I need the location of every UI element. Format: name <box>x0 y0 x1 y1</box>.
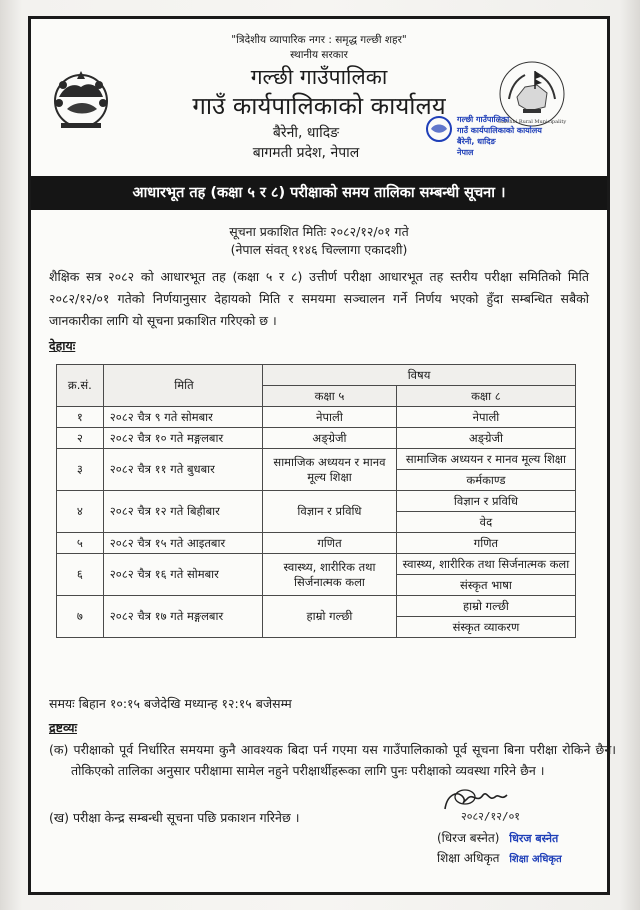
cell-serial: ५ <box>57 533 104 554</box>
right-logo-text: Galchhi Rural Municipality <box>497 119 567 125</box>
cell-grade8-subject: हाम्रो गल्छी <box>396 596 575 617</box>
cell-grade5-subject: सामाजिक अध्ययन र मानव मूल्य शिक्षा <box>263 449 397 491</box>
cell-date: २०८२ चैत्र १० गते मङ्गलबार <box>103 428 262 449</box>
slogan: "त्रिदेशीय व्यापारिक नगर : समृद्ध गल्छी शहर" <box>231 34 407 46</box>
signatory-name-text: (धिरज बस्नेत) <box>437 831 500 845</box>
table-row <box>57 554 576 575</box>
cell-date: २०८२ चैत्र ११ गते बुधबार <box>103 449 262 491</box>
stamp-line-1: गल्छी गाउँपालिका <box>457 115 510 124</box>
stamp-emblem-icon <box>425 115 453 143</box>
cell-date: २०८२ चैत्र १७ गते मङ्गलबार <box>103 596 262 638</box>
nepal-samvat-date: (नेपाल संवत् ११४६ चिल्लागा एकादशी) <box>230 242 408 257</box>
cell-grade5-subject: स्वास्थ्य, शारीरिक तथा सिर्जनात्मक कला <box>263 554 397 596</box>
table-row <box>57 596 576 617</box>
note-b: (ख) परीक्षा केन्द्र सम्बन्धी सूचना पछि प्रकाशन गरिनेछ । <box>49 810 300 825</box>
exam-schedule-table <box>56 364 576 638</box>
nepal-emblem-logo-icon <box>45 63 117 135</box>
stamp-line-2: गाउँ कार्यपालिकाको कार्यालय <box>457 126 542 135</box>
cell-date: २०८२ चैत्र १५ गते आइतबार <box>103 533 262 554</box>
signature-block <box>431 787 601 887</box>
cell-grade8-subject: सामाजिक अध्ययन र मानव मूल्य शिक्षा <box>396 449 575 470</box>
header-date: मिति <box>103 365 262 407</box>
cell-grade5-subject: हाम्रो गल्छी <box>263 596 397 638</box>
table-row <box>57 533 576 554</box>
cell-grade8-subject: गणित <box>396 533 575 554</box>
cell-grade8-subject: नेपाली <box>396 407 575 428</box>
header-grade8: कक्षा ८ <box>396 386 575 407</box>
table-row <box>57 491 576 512</box>
name-stamp: धिरज बस्नेत <box>509 832 559 845</box>
notice-title-bar: आधारभूत तह (कक्षा ५ र ८) परीक्षाको समय तालिका सम्बन्धी सूचना । <box>31 176 607 210</box>
address-line-2: बागमती प्रदेश, नेपाल <box>252 145 360 161</box>
header-subject: विषय <box>263 365 576 386</box>
title-stamp: शिक्षा अधिकृत <box>509 854 562 865</box>
cell-serial: ३ <box>57 449 104 491</box>
cell-serial: ७ <box>57 596 104 638</box>
signatory-title <box>437 849 562 866</box>
cell-date: २०८२ चैत्र १६ गते सोमबार <box>103 554 262 596</box>
intro-paragraph: शैक्षिक सत्र २०८२ को आधारभूत तह (कक्षा ५ र ८) उत्तीर्ण परीक्षा आधारभूत तह स्तरीय परीक्षा समितिको मिति २०८२/१२/०१ गतेको निर्णयानुसार देहायको मिति र समयमा सञ्चालन गर्ने निर्णय भएको हुँदा सम्बन्धित सबैको जानकारीका लागि यो सूचना प्रकाशित गरिएको छ । <box>49 269 589 328</box>
cell-serial: ६ <box>57 554 104 596</box>
table-row <box>57 449 576 470</box>
cell-grade5-subject: विज्ञान र प्रविधि <box>263 491 397 533</box>
municipality-name: गल्छी गाउँपालिका <box>250 65 388 89</box>
cell-grade5-subject: अङ्ग्रेजी <box>263 428 397 449</box>
cell-grade8-subject: संस्कृत व्याकरण <box>396 617 575 638</box>
notes-label: द्रष्टव्यः <box>49 720 77 735</box>
table-row <box>57 407 576 428</box>
exam-time: समयः बिहान १०:१५ बजेदेखि मध्यान्ह १२:१५ बजेसम्म <box>49 696 292 711</box>
cell-grade8-subject: संस्कृत भाषा <box>396 575 575 596</box>
cell-serial: ४ <box>57 491 104 533</box>
cell-date: २०८२ चैत्र ९ गते सोमबार <box>103 407 262 428</box>
cell-grade8-subject: वेद <box>396 512 575 533</box>
header-grade5: कक्षा ५ <box>263 386 397 407</box>
cell-serial: १ <box>57 407 104 428</box>
table-header-row <box>57 365 576 386</box>
note-a: (क) परीक्षाको पूर्व निर्धारित समयमा कुनै आवश्यक बिदा पर्न गएमा यस गाउँपालिकाको पूर्व सूचना बिना परीक्षा रोकिने छैन। तोकिएको तालिका अनुसार परीक्षामा सामेल नहुने परीक्षार्थीहरूका लागि पुनः परीक्षाको व्यवस्था गरिने छैन । <box>49 742 616 778</box>
signature-date: २०८२/१२/०१ <box>461 810 521 823</box>
stamp-line-4: नेपाल <box>457 148 474 157</box>
header-serial: क्र.सं. <box>57 365 104 407</box>
local-government-label: स्थानीय सरकार <box>290 49 348 61</box>
dehaya-label: देहायः <box>49 338 76 353</box>
table-row <box>57 428 576 449</box>
cell-grade5-subject: गणित <box>263 533 397 554</box>
office-stamp <box>425 115 555 173</box>
address-line-1: बैरेनी, धादिङ <box>272 125 340 141</box>
notice-document <box>28 16 616 895</box>
signatory-name <box>437 829 558 846</box>
office-name: गाउँ कार्यपालिकाको कार्यालय <box>192 92 446 120</box>
cell-date: २०८२ चैत्र १२ गते बिहीबार <box>103 491 262 533</box>
signatory-title-text: शिक्षा अधिकृत <box>437 851 500 865</box>
cell-grade8-subject: अङ्ग्रेजी <box>396 428 575 449</box>
cell-grade8-subject: स्वास्थ्य, शारीरिक तथा सिर्जनात्मक कला <box>396 554 575 575</box>
cell-grade8-subject: विज्ञान र प्रविधि <box>396 491 575 512</box>
cell-serial: २ <box>57 428 104 449</box>
published-date: सूचना प्रकाशित मितिः २०८२/१२/०१ गते <box>229 224 409 239</box>
cell-grade5-subject: नेपाली <box>263 407 397 428</box>
stamp-line-3: बैरेनी, धादिङ <box>457 137 496 146</box>
cell-grade8-subject: कर्मकाण्ड <box>396 470 575 491</box>
